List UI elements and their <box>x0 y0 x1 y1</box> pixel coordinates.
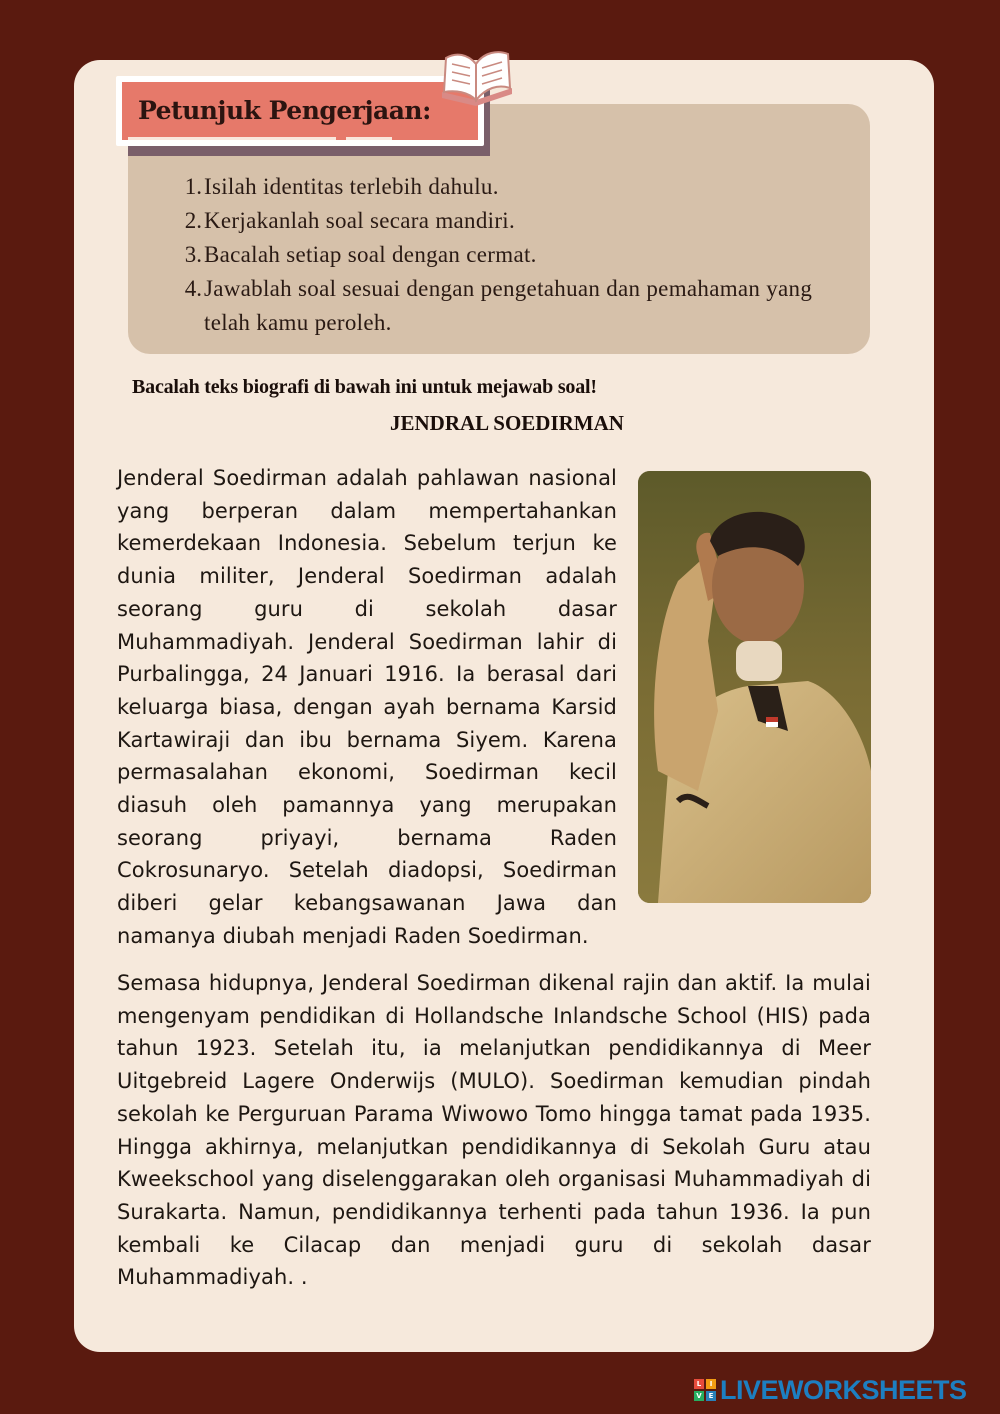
list-number: 1. <box>184 174 202 199</box>
list-number: 3. <box>184 242 202 267</box>
list-text: Bacalah setiap soal dengan cermat. <box>204 242 537 267</box>
liveworksheets-logo-icon <box>694 1379 716 1401</box>
watermark-text: LIVEWORKSHEETS <box>720 1374 967 1405</box>
reading-prompt: Bacalah teks biografi di bawah ini untuk mejawab soal! <box>132 376 597 398</box>
biography-title: JENDRAL SOEDIRMAN <box>390 411 624 435</box>
biography-paragraph-1: Jenderal Soedirman adalah pahlawan nasional yang berperan dalam mempertahankan kemerdekaan Indonesia. Sebelum terjun ke dunia militer, Jenderal Soedirman adalah seorang guru di sekolah dasar Muhammadiyah. Jenderal Soedirman lahir di Purbalingga, 24 Januari 1916. Ia berasal dari keluarga biasa, dengan ayah bernama Karsid Kartawiraji dan ibu bernama Siyem. Karena permasalahan ekonomi, Soedirman kecil diasuh oleh pamannya yang merupakan seorang priyayi, bernama Raden Cokrosunaryo. Setelah diadopsi, Soedirman diberi gelar kebangsawanan Jawa dan namanya diubah menjadi Raden Soedirman. <box>117 466 617 948</box>
liveworksheets-watermark <box>694 1375 967 1405</box>
logo-letter: L <box>694 1379 704 1389</box>
list-number: 2. <box>184 208 202 233</box>
list-text: Kerjakanlah soal secara mandiri. <box>204 208 516 233</box>
list-item <box>172 204 842 238</box>
biography-paragraph-2: Semasa hidupnya, Jenderal Soedirman dikenal rajin dan aktif. Ia mulai mengenyam pendidikan di Hollandsche Inlandsche School (HIS) pada tahun 1923. Setelah itu, ia melanjutkan pendidikannya di Meer Uitgebreid Lagere Onderwijs (MULO). Soedirman kemudian pindah sekolah ke Perguruan Parama Wiwowo Tomo hingga tamat pada 1935. Hingga akhirnya, melanjutkan pendidikannya di Sekolah Guru atau Kweekschool yang diselenggarakan oleh organisasi Muhammadiyah di Surakarta. Namun, pendidikannya terhenti pada tahun 1936. Ia pun kembali ke Cilacap dan menjadi guru di sekolah dasar Muhammadiyah. . <box>117 971 871 1290</box>
logo-letter: E <box>706 1391 716 1401</box>
instructions-list <box>172 170 842 340</box>
list-item <box>172 170 842 204</box>
list-number: 4. <box>184 276 202 301</box>
list-text: Isilah identitas terlebih dahulu. <box>204 174 499 199</box>
list-item <box>172 238 842 272</box>
list-item <box>172 272 842 340</box>
header-underline <box>128 137 336 140</box>
logo-letter: I <box>706 1379 716 1389</box>
logo-letter: V <box>694 1391 704 1401</box>
portrait-image <box>638 471 871 903</box>
list-text: Jawablah soal sesuai dengan pengetahuan dan pemahaman yang telah kamu peroleh. <box>204 276 813 335</box>
header-underline-short <box>346 137 392 140</box>
instructions-heading: Petunjuk Pengerjaan: <box>138 96 431 125</box>
open-book-icon <box>436 46 518 108</box>
